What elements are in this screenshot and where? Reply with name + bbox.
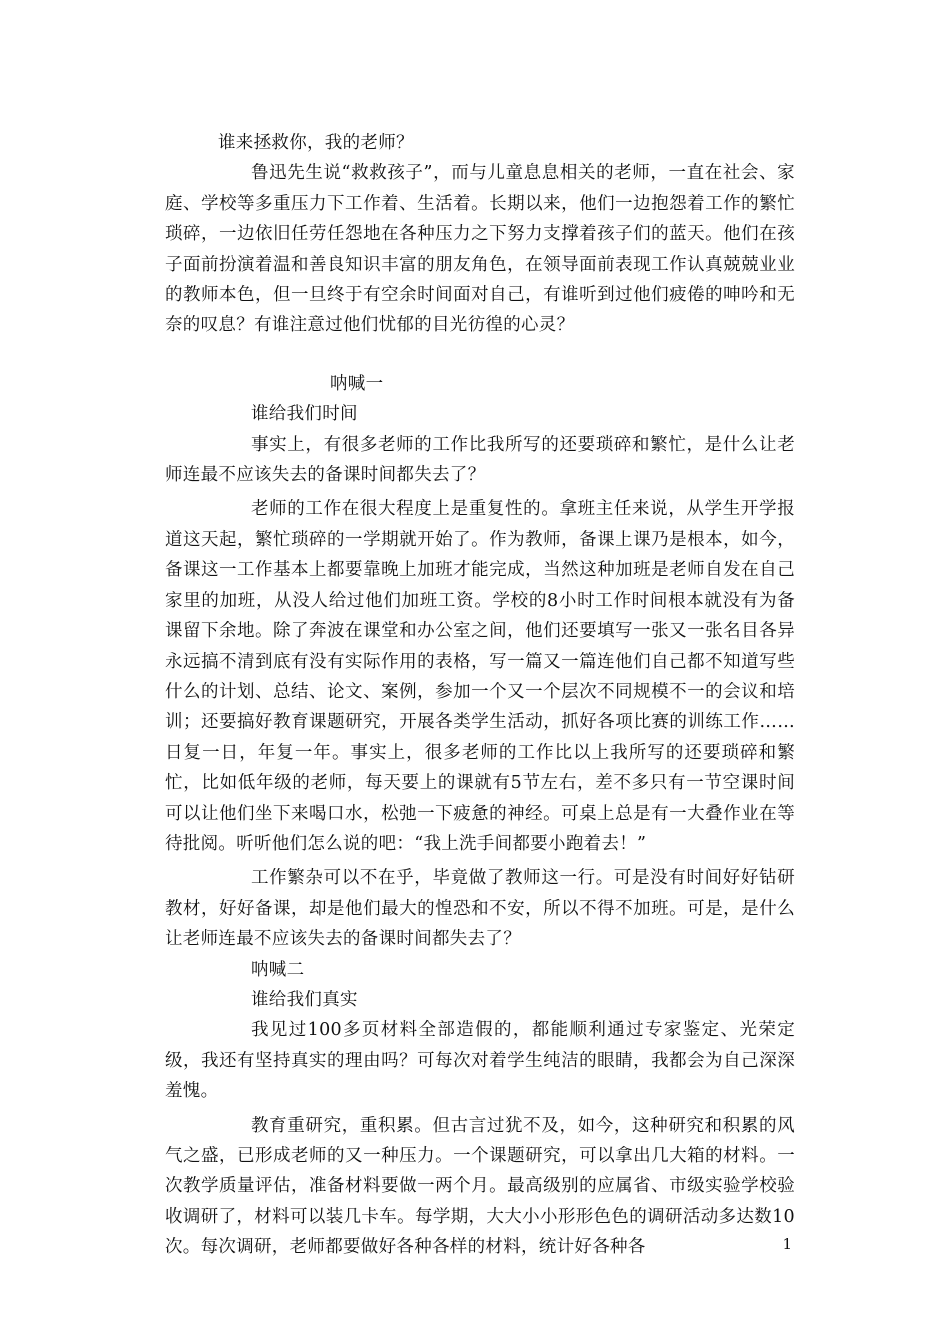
section-two-subtitle: 谁给我们真实	[251, 989, 358, 1010]
section-one-label: 呐喊一	[330, 373, 384, 394]
section-spacer	[165, 341, 795, 369]
section-two-paragraph-2: 教育重研究，重积累。但古言过犹不及，如今，这种研究和积累的风气之盛，已形成老师的又一种压力。一个课题研究，可以拿出几大箱的材料。一次教学质量评估，准备材料要做一两个月。最高级别的应属省、市级实验学校验收调研了，材料可以装几卡车。每学期，大大小小形形色色的调研活动多达数10次。每次调研，老师都要做好各种各样的材料，统计好各种各	[165, 1115, 795, 1258]
section-one-subtitle: 谁给我们时间	[251, 404, 358, 425]
document-body	[165, 128, 795, 1263]
document-title: 谁来拯救你，我的老师？	[218, 133, 414, 153]
intro-paragraph: 鲁迅先生说“救救孩子”，而与儿童息息相关的老师，一直在社会、家庭、学校等多重压力下工作着、生活着。长期以来，他们一边抱怨着工作的繁忙琐碎，一边依旧任劳任怨地在各种压力之下努力支撑着孩子们的蓝天。他们在孩子面前扮演着温和善良知识丰富的朋友角色，在领导面前表现工作认真兢兢业业的教师本色，但一旦终于有空余时间面对自己，有谁听到过他们疲倦的呻吟和无奈的叹息？有谁注意过他们忧郁的目光彷徨的心灵？	[165, 163, 795, 336]
page-number: 1	[782, 1235, 792, 1253]
section-two-label: 呐喊二	[251, 959, 305, 980]
section-two-paragraph-1: 我见过100多页材料全部造假的，都能顺利通过专家鉴定、光荣定级，我还有坚持真实的理由吗？可每次对着学生纯洁的眼睛，我都会为自己深深羞愧。	[165, 1020, 795, 1102]
section-one-paragraph-2: 老师的工作在很大程度上是重复性的。拿班主任来说，从学生开学报道这天起，繁忙琐碎的一学期就开始了。作为教师，备课上课乃是根本，如今，备课这一工作基本上都要靠晚上加班才能完成，当然这种加班是老师自发在自己家里的加班，从没人给过他们加班工资。学校的8小时工作时间根本就没有为备课留下余地。除了奔波在课堂和办公室之间，他们还要填写一张又一张名目各异永远搞不清到底有没有实际作用的表格，写一篇又一篇连他们自己都不知道写些什么的计划、总结、论文、案例，参加一个又一个层次不同规模不一的会议和培训；还要搞好教育课题研究，开展各类学生活动，抓好各项比赛的训练工作……日复一日，年复一年。事实上，很多老师的工作比以上我所写的还要琐碎和繁忙，比如低年级的老师，每天要上的课就有5节左右，差不多只有一节空课时间可以让他们坐下来喝口水，松弛一下疲惫的神经。可桌上总是有一大叠作业在等待批阅。听听他们怎么说的吧：“我上洗手间都要小跑着去！”	[165, 499, 795, 854]
section-one-paragraph-1: 事实上，有很多老师的工作比我所写的还要琐碎和繁忙，是什么让老师连最不应该失去的备课时间都失去了？	[165, 434, 795, 486]
section-one-paragraph-3: 工作繁杂可以不在乎，毕竟做了教师这一行。可是没有时间好好钻研教材，好好备课，却是他们最大的惶恐和不安，所以不得不加班。可是，是什么让老师连最不应该失去的备课时间都失去了？	[165, 868, 795, 950]
